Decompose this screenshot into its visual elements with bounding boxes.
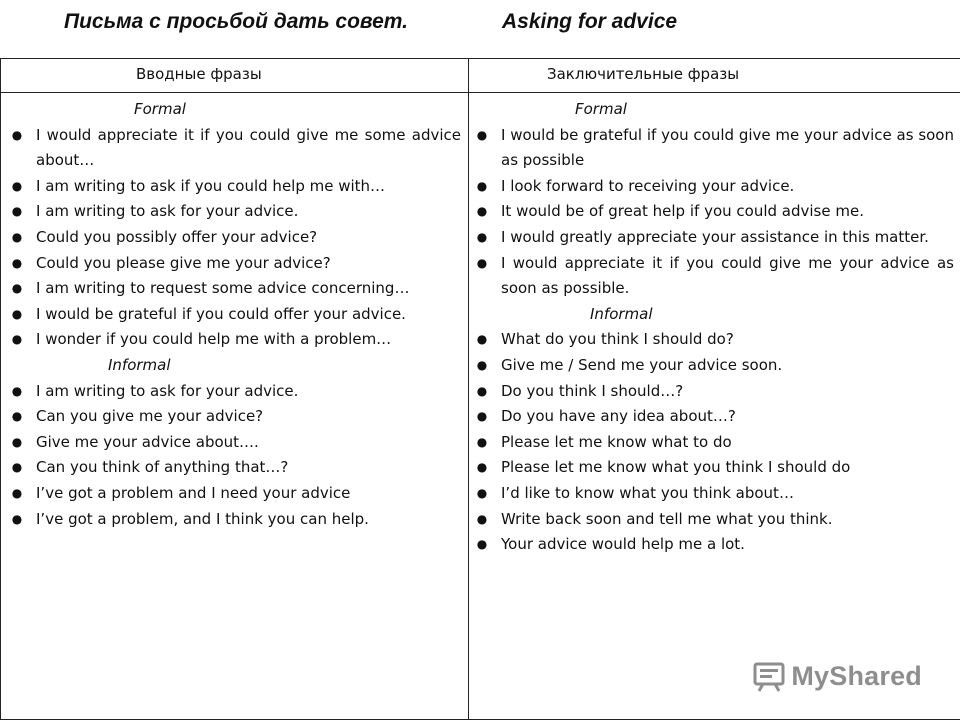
phrase-text: I look forward to receiving your advice. xyxy=(501,176,795,195)
document-title xyxy=(0,6,960,42)
phrase-text: I am writing to ask if you could help me with… xyxy=(36,176,386,195)
bullet-icon: ● xyxy=(476,229,488,244)
bullet-icon: ● xyxy=(11,281,23,296)
phrase-item xyxy=(476,507,954,533)
bullet-icon: ● xyxy=(476,127,488,142)
title-russian: Письма с просьбой дать совет. xyxy=(64,10,408,33)
header-opening-phrases: Вводные фразы xyxy=(136,65,262,83)
phrase-item xyxy=(476,455,954,481)
bullet-icon: ● xyxy=(11,485,23,500)
watermark-text: MyShared xyxy=(791,660,922,691)
phrase-item xyxy=(476,379,954,405)
phrase-item xyxy=(11,327,461,353)
phrase-text: I would appreciate it if you could give me your advice as soon as possible. xyxy=(501,253,954,298)
phrase-text: Please let me know what you think I should do xyxy=(501,458,851,477)
phrase-item xyxy=(11,225,461,251)
phrase-item xyxy=(476,532,954,558)
phrase-item xyxy=(476,199,954,225)
phrase-text: Please let me know what to do xyxy=(501,432,732,451)
phrase-item xyxy=(11,404,461,430)
bullet-icon: ● xyxy=(476,460,488,475)
left-formal-heading: Formal xyxy=(134,100,186,118)
phrase-text: I would appreciate it if you could give me some advice about… xyxy=(36,125,461,170)
opening-phrases-column xyxy=(11,97,461,532)
phrase-item xyxy=(11,507,461,533)
phrase-text: Could you please give me your advice? xyxy=(36,253,331,272)
phrase-text: Could you possibly offer your advice? xyxy=(36,227,318,246)
left-formal-list xyxy=(11,123,461,353)
phrase-text: I’ve got a problem and I need your advice xyxy=(36,483,351,502)
phrase-item xyxy=(11,174,461,200)
column-divider xyxy=(468,59,469,719)
phrase-item xyxy=(11,123,461,174)
header-closing-phrases: Заключительные фразы xyxy=(547,65,740,83)
phrase-text: What do you think I should do? xyxy=(501,330,734,349)
phrase-text: Your advice would help me a lot. xyxy=(501,535,745,554)
bullet-icon: ● xyxy=(476,178,488,193)
phrase-text: Can you give me your advice? xyxy=(36,407,264,426)
phrase-item xyxy=(11,302,461,328)
bullet-icon: ● xyxy=(11,229,23,244)
phrase-item xyxy=(11,199,461,225)
phrase-text: I would be grateful if you could offer your advice. xyxy=(36,304,406,323)
bullet-icon: ● xyxy=(476,511,488,526)
phrase-item xyxy=(476,225,954,251)
phrase-text: I’ve got a problem, and I think you can help. xyxy=(36,509,369,528)
phrase-item xyxy=(11,455,461,481)
phrase-text: Do you have any idea about…? xyxy=(501,407,736,426)
phrase-item xyxy=(11,481,461,507)
phrase-item xyxy=(476,174,954,200)
phrase-text: I wonder if you could help me with a problem… xyxy=(36,330,392,349)
phrase-item xyxy=(11,251,461,277)
myshared-watermark xyxy=(751,658,922,694)
bullet-icon: ● xyxy=(476,434,488,449)
bullet-icon: ● xyxy=(11,434,23,449)
bullet-icon: ● xyxy=(11,127,23,142)
phrase-item xyxy=(11,379,461,405)
phrase-item xyxy=(476,430,954,456)
phrase-text: I am writing to ask for your advice. xyxy=(36,381,299,400)
right-formal-heading: Formal xyxy=(575,100,627,118)
phrase-item xyxy=(11,430,461,456)
bullet-icon: ● xyxy=(476,485,488,500)
bullet-icon: ● xyxy=(11,306,23,321)
closing-phrases-column xyxy=(476,97,954,558)
bullet-icon: ● xyxy=(11,255,23,270)
presentation-board-icon xyxy=(751,658,787,694)
phrase-text: I am writing to ask for your advice. xyxy=(36,202,299,221)
bullet-icon: ● xyxy=(476,409,488,424)
phrase-text: It would be of great help if you could advise me. xyxy=(501,202,864,221)
phrase-text: I would greatly appreciate your assistance in this matter. xyxy=(501,227,929,246)
bullet-icon: ● xyxy=(476,357,488,372)
header-separator xyxy=(1,92,960,93)
phrase-text: I am writing to request some advice concerning… xyxy=(36,279,410,298)
phrase-text: I would be grateful if you could give me your advice as soon as possible xyxy=(501,125,954,170)
phrase-item xyxy=(476,251,954,302)
bullet-icon: ● xyxy=(476,332,488,347)
bullet-icon: ● xyxy=(476,255,488,270)
bullet-icon: ● xyxy=(11,204,23,219)
bullet-icon: ● xyxy=(476,204,488,219)
phrase-text: Can you think of anything that…? xyxy=(36,458,289,477)
phrase-item xyxy=(476,481,954,507)
bullet-icon: ● xyxy=(11,460,23,475)
bullet-icon: ● xyxy=(11,178,23,193)
phrase-text: Give me your advice about…. xyxy=(36,432,259,451)
bullet-icon: ● xyxy=(11,332,23,347)
phrase-text: I’d like to know what you think about… xyxy=(501,483,794,502)
left-informal-heading: Informal xyxy=(108,355,171,374)
phrase-text: Do you think I should…? xyxy=(501,381,684,400)
right-informal-list xyxy=(476,327,954,557)
phrase-item xyxy=(476,353,954,379)
right-formal-list xyxy=(476,123,954,302)
phrase-item xyxy=(11,276,461,302)
bullet-icon: ● xyxy=(476,537,488,552)
bullet-icon: ● xyxy=(11,511,23,526)
phrase-text: Write back soon and tell me what you think. xyxy=(501,509,833,528)
right-informal-heading: Informal xyxy=(590,304,653,323)
bullet-icon: ● xyxy=(476,383,488,398)
phrase-item xyxy=(476,123,954,174)
title-english: Asking for advice xyxy=(502,10,678,33)
phrase-text: Give me / Send me your advice soon. xyxy=(501,355,783,374)
phrase-item xyxy=(476,404,954,430)
phrases-table xyxy=(0,58,960,720)
bullet-icon: ● xyxy=(11,409,23,424)
left-informal-list xyxy=(11,379,461,533)
phrase-item xyxy=(476,327,954,353)
bullet-icon: ● xyxy=(11,383,23,398)
